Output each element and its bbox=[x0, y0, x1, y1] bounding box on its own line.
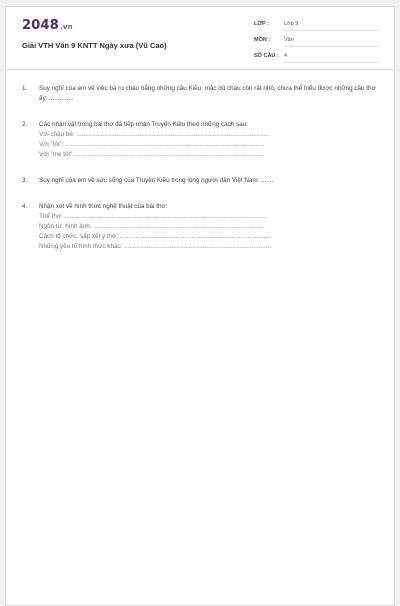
meta-value-subject: Văn bbox=[284, 37, 380, 47]
answer-line[interactable]: Những yếu tố hình thức khác: .................................................................................... bbox=[39, 243, 272, 250]
logo-main: 2048 bbox=[22, 18, 59, 33]
worksheet-header bbox=[6, 7, 394, 70]
answer-line[interactable]: Với "tôi": .................................................................................................................. bbox=[39, 141, 265, 148]
meta-value-count: 4 bbox=[284, 53, 380, 63]
question-list bbox=[22, 84, 380, 268]
question-number: 3. bbox=[22, 177, 28, 184]
question-text: Suy nghĩ của em về việc bà ru cháu bằng những câu Kiều, mặc dù cháu còn rất nhỏ, chưa thể hiểu được những câu thơ ấy: .............. bbox=[39, 85, 376, 102]
question-4 bbox=[22, 202, 380, 252]
meta-value-class: Lớp 9 bbox=[284, 21, 380, 31]
question-number: 2. bbox=[22, 121, 28, 128]
meta-label-class: LỚP : bbox=[254, 21, 269, 27]
answer-line[interactable]: Với "mẹ tôi": ............................................................................................................ bbox=[39, 151, 265, 158]
meta-row-subject bbox=[254, 35, 380, 51]
answer-line[interactable]: Cách tổ chức, sắp xết ý thơ: ...................................................................................... bbox=[39, 233, 271, 240]
worksheet-page bbox=[5, 6, 395, 606]
question-text: Các nhân vật trong bài thơ đã tiếp nhận Truyện Kiều theo những cách sau: bbox=[39, 121, 248, 128]
question-number: 1. bbox=[22, 85, 28, 92]
answer-line[interactable]: Với cháu bé: .............................................................................................................. bbox=[39, 131, 269, 138]
answer-line[interactable]: Ngôn từ, hình ảnh: .................................................................................................. bbox=[39, 223, 265, 230]
question-text: Suy nghĩ của em về sức sống của Truyện Kiều trong lòng người dân Việt Nam: ....... bbox=[39, 177, 274, 184]
meta-label-count: SỐ CÂU : bbox=[254, 53, 279, 59]
worksheet-meta bbox=[254, 19, 380, 67]
question-3 bbox=[22, 176, 380, 186]
question-number: 4. bbox=[22, 203, 28, 210]
question-1 bbox=[22, 84, 380, 104]
question-text: Nhận xét về hình thức nghệ thuật của bài thơ: bbox=[39, 203, 168, 210]
meta-row-class bbox=[254, 19, 380, 35]
site-logo[interactable] bbox=[22, 18, 73, 33]
meta-row-count bbox=[254, 51, 380, 67]
meta-label-subject: MÔN : bbox=[254, 37, 271, 43]
logo-sub: .vn bbox=[59, 23, 73, 31]
worksheet-title: Giải VTH Văn 9 KNTT Ngày xưa (Vũ Cao) bbox=[22, 41, 167, 50]
question-2 bbox=[22, 120, 380, 160]
answer-line[interactable]: Thể thơ: .................................................................................................................... bbox=[39, 213, 268, 220]
